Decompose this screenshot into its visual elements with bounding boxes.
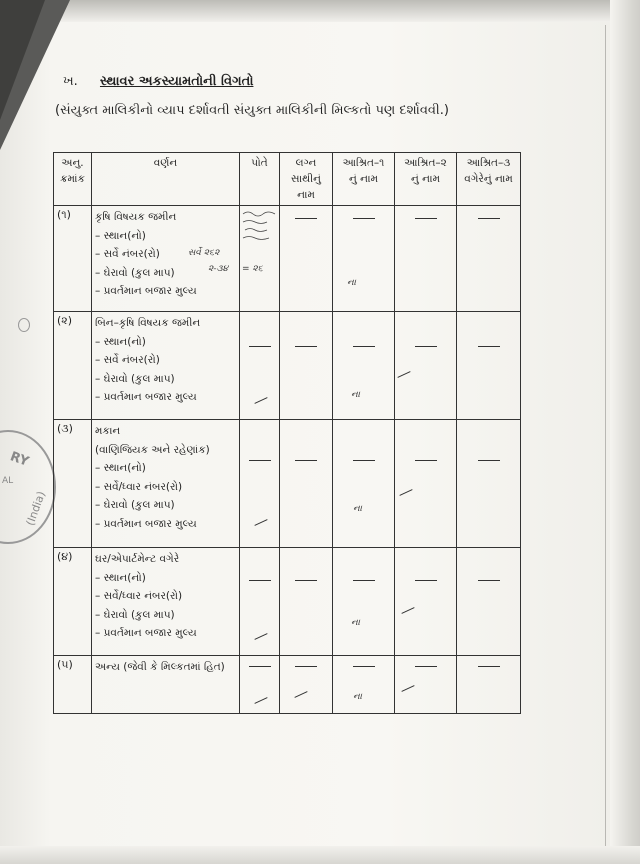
cell-self — [240, 312, 280, 420]
handwritten-area-note: ૨-૩૪ — [208, 264, 229, 274]
handwritten-scribble — [241, 208, 279, 248]
folded-corner-inner — [0, 0, 45, 120]
dash-mark — [478, 666, 500, 667]
cell-dependent-3 — [457, 312, 521, 420]
desc-line: – સર્વે નંબર(રો) — [95, 354, 160, 366]
cell-self — [240, 420, 280, 548]
desc-line: (વાણિજિયક અને રહેણાંક) — [95, 443, 210, 456]
cell-dependent-1 — [333, 312, 395, 420]
cell-spouse — [280, 206, 333, 312]
dep1-mark: ના — [347, 278, 356, 288]
cell-dependent-2 — [395, 206, 457, 312]
row-description — [92, 656, 240, 714]
desc-line: – ઘેરાવો (કુલ માપ) — [95, 266, 175, 279]
header-serial-line1: અનુ. — [61, 157, 84, 169]
dep1-mark: ના — [353, 504, 362, 514]
desc-line: – સર્વે/ધ્વાર નંબર(રો) — [95, 590, 183, 602]
table-row — [54, 312, 521, 420]
desc-line: ઘર/એપાર્ટમેન્ટ વગેરે — [95, 553, 180, 565]
desc-line: – સ્થાન(નો) — [95, 335, 146, 348]
bottom-page-edge — [0, 846, 640, 864]
stamp-text-2: AL — [2, 476, 14, 486]
slash-mark — [401, 607, 414, 614]
section-heading — [63, 74, 253, 89]
dash-mark — [353, 460, 375, 461]
cell-dependent-2 — [395, 656, 457, 714]
dash-mark — [478, 218, 500, 219]
cell-dependent-2 — [395, 420, 457, 548]
table-row — [54, 656, 521, 714]
desc-line: બિન–કૃષિ વિષયક જમીન — [95, 317, 201, 329]
dash-mark — [415, 460, 437, 461]
slash-mark — [399, 489, 412, 496]
row-description — [92, 312, 240, 420]
slash-mark — [254, 697, 267, 704]
slash-mark — [254, 519, 267, 526]
header-dep3-line1: આશ્રિત–૩ — [466, 157, 511, 169]
row-description — [92, 420, 240, 548]
row-description — [92, 206, 240, 312]
row-serial: (૪) — [54, 548, 92, 656]
table-row — [54, 420, 521, 548]
dash-mark — [295, 666, 317, 667]
cell-dependent-2 — [395, 312, 457, 420]
cell-spouse — [280, 548, 333, 656]
right-page-edge — [610, 0, 640, 864]
table-row — [54, 206, 521, 312]
desc-line: – પ્રવર્તમાન બજાર મુલ્ય — [95, 285, 197, 297]
dash-mark — [295, 460, 317, 461]
header-description: વર્ણન — [92, 153, 240, 206]
dash-mark — [415, 218, 437, 219]
official-seal-stamp — [0, 430, 56, 544]
header-spouse-line3: નામ — [297, 189, 315, 201]
dash-mark — [249, 580, 271, 581]
cell-dependent-3 — [457, 548, 521, 656]
dash-mark — [415, 666, 437, 667]
header-self: પોતે — [240, 153, 280, 206]
cell-dependent-3 — [457, 206, 521, 312]
cell-dependent-1 — [333, 420, 395, 548]
dash-mark — [249, 346, 271, 347]
header-dep2-line1: આશ્રિત–૨ — [404, 157, 447, 169]
row-serial: (૨) — [54, 312, 92, 420]
dep1-mark: ના — [351, 618, 360, 628]
dash-mark — [353, 580, 375, 581]
desc-line: અન્ય (જેવી કે મિલ્કતમાં હિત) — [95, 661, 225, 673]
section-subtitle: (સંયુક્ત માલિકીનો વ્યાપ દર્શાવતી સંયુક્ત માલિકીની મિલ્કતો પણ દર્શાવવી.) — [55, 103, 449, 118]
desc-line: – પ્રવર્તમાન બજાર મુલ્ય — [95, 627, 197, 639]
desc-line: કૃષિ વિષયક જમીન — [95, 211, 177, 223]
dash-mark — [353, 218, 375, 219]
row-description — [92, 548, 240, 656]
dash-mark — [415, 346, 437, 347]
header-spouse-line2: સાથીનું — [291, 173, 321, 185]
desc-line: – ઘેરાવો (કુલ માપ) — [95, 608, 175, 621]
dash-mark — [295, 218, 317, 219]
slash-mark — [397, 371, 410, 378]
slash-mark — [254, 633, 267, 640]
table-header-row — [54, 153, 521, 206]
desc-line: – પ્રવર્તમાન બજાર મુલ્ય — [95, 517, 197, 530]
cell-self — [240, 548, 280, 656]
handwritten-value-note: = ૨૬ — [242, 264, 263, 274]
dash-mark — [295, 346, 317, 347]
stamp-text-3: (India) — [23, 489, 48, 528]
desc-line: – ઘેરાવો (કુલ માપ) — [95, 372, 175, 385]
header-dep1-line1: આશ્રિત–૧ — [342, 157, 385, 169]
dep1-mark: ના — [353, 692, 362, 702]
desc-line: – સ્થાન(નો) — [95, 462, 146, 474]
top-edge-shadow — [60, 0, 640, 22]
desc-line: – સ્થાન(નો) — [95, 229, 146, 242]
dash-mark — [249, 666, 271, 667]
desc-line: – સર્વે/ધ્વાર નંબર(રો) — [95, 480, 183, 493]
handwritten-survey-note: સર્વે ૨૬૨ — [188, 248, 220, 258]
cell-dependent-3 — [457, 420, 521, 548]
header-dependent-1 — [333, 153, 395, 206]
row-serial: (૧) — [54, 206, 92, 312]
dash-mark — [478, 460, 500, 461]
dash-mark — [415, 580, 437, 581]
cell-dependent-1 — [333, 656, 395, 714]
slash-mark — [401, 685, 414, 692]
cell-dependent-2 — [395, 548, 457, 656]
header-dependent-2 — [395, 153, 457, 206]
row-serial: (૩) — [54, 420, 92, 548]
header-dep2-line2: નું નામ — [411, 173, 440, 185]
slash-mark — [294, 691, 307, 698]
cell-dependent-3 — [457, 656, 521, 714]
cell-self — [240, 656, 280, 714]
desc-line: મકાન — [95, 425, 121, 437]
cell-spouse — [280, 656, 333, 714]
cell-spouse — [280, 420, 333, 548]
slash-mark — [254, 397, 267, 404]
cell-spouse — [280, 312, 333, 420]
punch-hole-mark — [18, 318, 30, 332]
header-dependent-3 — [457, 153, 521, 206]
dash-mark — [353, 666, 375, 667]
header-serial-line2: ક્રમાંક — [60, 173, 85, 185]
page-edge-line — [605, 25, 606, 855]
header-spouse-line1: લગ્ન — [295, 157, 317, 169]
dash-mark — [478, 580, 500, 581]
dash-mark — [353, 346, 375, 347]
desc-line: – સ્થાન(નો) — [95, 571, 146, 584]
table-row — [54, 548, 521, 656]
immovable-assets-table — [53, 152, 521, 714]
cell-dependent-1 — [333, 206, 395, 312]
dash-mark — [295, 580, 317, 581]
section-title: સ્થાવર અકસ્યામતોની વિગતો — [99, 74, 254, 89]
stamp-text-1: RY — [7, 449, 31, 470]
dep1-mark: ના — [351, 390, 360, 400]
cell-dependent-1 — [333, 548, 395, 656]
section-number: ખ. — [63, 74, 78, 89]
header-dep3-line2: વગેરેનું નામ — [464, 173, 513, 185]
header-spouse — [280, 153, 333, 206]
desc-line: – સર્વે નંબર(રો) — [95, 248, 160, 260]
dash-mark — [249, 460, 271, 461]
header-dep1-line2: નું નામ — [349, 173, 378, 185]
dash-mark — [478, 346, 500, 347]
cell-self-handwritten — [188, 206, 280, 312]
desc-line: – ઘેરાવો (કુલ માપ) — [95, 499, 175, 511]
header-serial — [54, 153, 92, 206]
desc-line: – પ્રવર્તમાન બજાર મુલ્ય — [95, 391, 197, 403]
row-serial: (૫) — [54, 656, 92, 714]
